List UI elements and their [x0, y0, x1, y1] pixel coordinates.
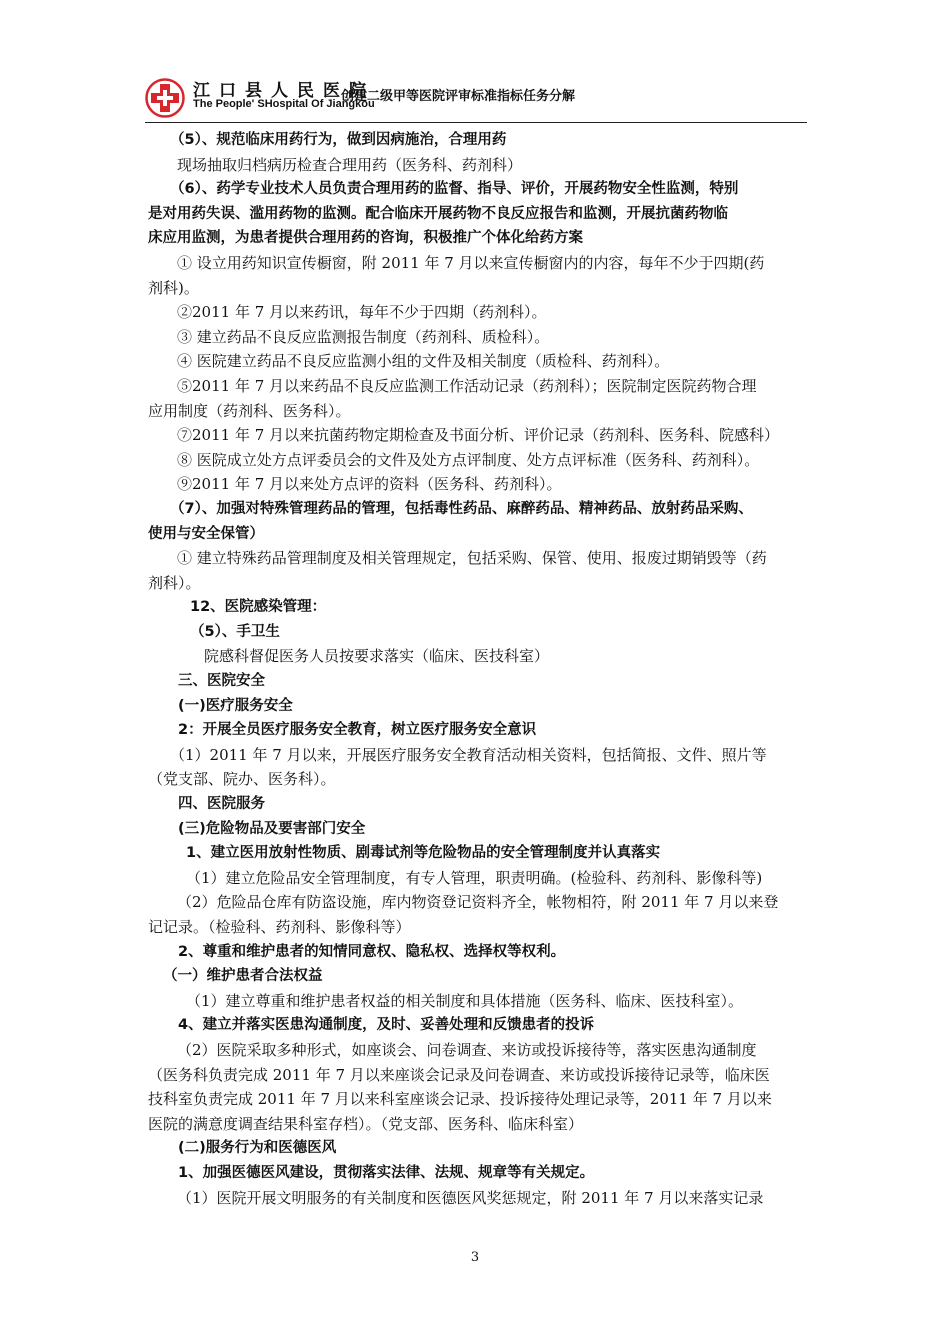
header-divider	[145, 122, 807, 123]
text-line: 剂科)。	[148, 278, 199, 297]
heading-line: (一)医疗服务安全	[178, 697, 293, 714]
text-line: ③ 建立药品不良反应监测报告制度（药剂科、质检科）。	[177, 327, 550, 346]
page-number: 3	[470, 1250, 480, 1265]
heading-line: 1、建立医用放射性物质、剧毒试剂等危险物品的安全管理制度并认真落实	[186, 845, 661, 862]
text-line: ① 建立特殊药品管理制度及相关管理规定，包括采购、保管、使用、报废过期销毁等（药	[177, 549, 767, 568]
text-line: ④ 医院建立药品不良反应监测小组的文件及相关制度（质检科、药剂科）。	[177, 352, 670, 371]
heading-line: 4、建立并落实医患沟通制度，及时、妥善处理和反馈患者的投诉	[178, 1017, 595, 1034]
heading-line: (三)危险物品及要害部门安全	[178, 820, 366, 837]
heading-line: （5）、手卫生	[190, 623, 280, 640]
document-title: 创建二级甲等医院评审标准指标任务分解	[341, 89, 576, 104]
document-body	[148, 128, 808, 1210]
text-line: ⑧ 医院成立处方点评委员会的文件及处方点评制度、处方点评标准（医务科、药剂科）。	[177, 450, 760, 469]
hospital-name-english: The People' SHospital Of Jiangkou	[193, 98, 375, 110]
text-line: （党支部、院办、医务科）。	[148, 770, 336, 789]
text-line: （1）医院开展文明服务的有关制度和医德医风奖惩规定，附 2011 年 7 月以来落实记录	[177, 1188, 764, 1207]
text-line: （1）建立尊重和维护患者权益的相关制度和具体措施（医务科、临床、医技科室）。	[186, 991, 744, 1010]
text-line: （医务科负责完成 2011 年 7 月以来座谈会记录及问卷调查、来访或投诉接待记录等，临床医	[148, 1065, 770, 1084]
heading-line: (二)服务行为和医德医风	[178, 1140, 337, 1157]
heading-line: 使用与安全保管）	[148, 525, 264, 542]
heading-line: 三、医院安全	[178, 673, 265, 690]
text-line: （1）建立危险品安全管理制度，有专人管理，职责明确。(检验科、药剂科、影像科等)	[186, 868, 763, 887]
text-line: ⑤2011 年 7 月以来药品不良反应监测工作活动记录（药剂科）；医院制定医院药物合理	[177, 376, 757, 395]
heading-line: （6）、药学专业技术人员负责合理用药的监督、指导、评价，开展药物安全性监测，特别	[170, 181, 739, 198]
text-line: 现场抽取归档病历检查合理用药（医务科、药剂科）	[177, 155, 523, 174]
text-line: 技科室负责完成 2011 年 7 月以来科室座谈会记录、投诉接待处理记录等，2011 年 7 月以来	[148, 1090, 772, 1109]
heading-line: 是对用药失误、滥用药物的监测。配合临床开展药物不良反应报告和监测，开展抗菌药物临	[148, 205, 728, 222]
heading-line: 2：开展全员医疗服务安全教育，树立医疗服务安全意识	[178, 722, 537, 739]
red-cross-logo-icon	[145, 78, 185, 118]
text-line: ⑦2011 年 7 月以来抗菌药物定期检查及书面分析、评价记录（药剂科、医务科、院感科）	[177, 426, 780, 445]
heading-line: 四、医院服务	[178, 796, 265, 813]
text-line: （2）医院采取多种形式，如座谈会、问卷调查、来访或投诉接待等，落实医患沟通制度	[177, 1040, 757, 1059]
text-line: 应用制度（药剂科、医务科）。	[148, 401, 351, 420]
text-line: ⑨2011 年 7 月以来处方点评的资料（医务科、药剂科）。	[177, 475, 562, 494]
text-line: 医院的满意度调查结果科室存档）。（党支部、医务科、临床科室）	[148, 1114, 584, 1133]
hospital-name: 江口县人民医院	[193, 81, 375, 101]
text-line: （2）危险品仓库有防盗设施，库内物资登记资料齐全，帐物相符，附 2011 年 7 月以来登	[177, 893, 779, 912]
heading-line: 床应用监测，为患者提供合理用药的咨询，积极推广个体化给药方案	[148, 230, 583, 247]
heading-line: 2、尊重和维护患者的知情同意权、隐私权、选择权等权利。	[178, 943, 566, 960]
text-line: 记记录。（检验科、药剂科、影像科等）	[148, 918, 411, 936]
text-line: ① 设立用药知识宣传橱窗，附 2011 年 7 月以来宣传橱窗内的内容，每年不少于四期(药	[177, 253, 765, 272]
text-line: 剂科）。	[148, 573, 201, 592]
page-header	[145, 70, 807, 124]
text-line: 院感科督促医务人员按要求落实（临床、医技科室）	[204, 647, 550, 666]
heading-line: 12、医院感染管理：	[190, 599, 327, 616]
heading-line: （一）维护患者合法权益	[163, 968, 323, 985]
heading-line: （7）、加强对特殊管理药品的管理，包括毒性药品、麻醉药品、精神药品、放射药品采购、	[170, 500, 753, 517]
heading-line: （5）、规范临床用药行为，做到因病施治，合理用药	[170, 132, 507, 148]
text-line: ②2011 年 7 月以来药讯，每年不少于四期（药剂科）。	[177, 303, 547, 322]
text-line: （1）2011 年 7 月以来，开展医疗服务安全教育活动相关资料，包括简报、文件、照片等	[170, 745, 767, 764]
heading-line: 1、加强医德医风建设，贯彻落实法律、法规、规章等有关规定。	[178, 1164, 595, 1181]
